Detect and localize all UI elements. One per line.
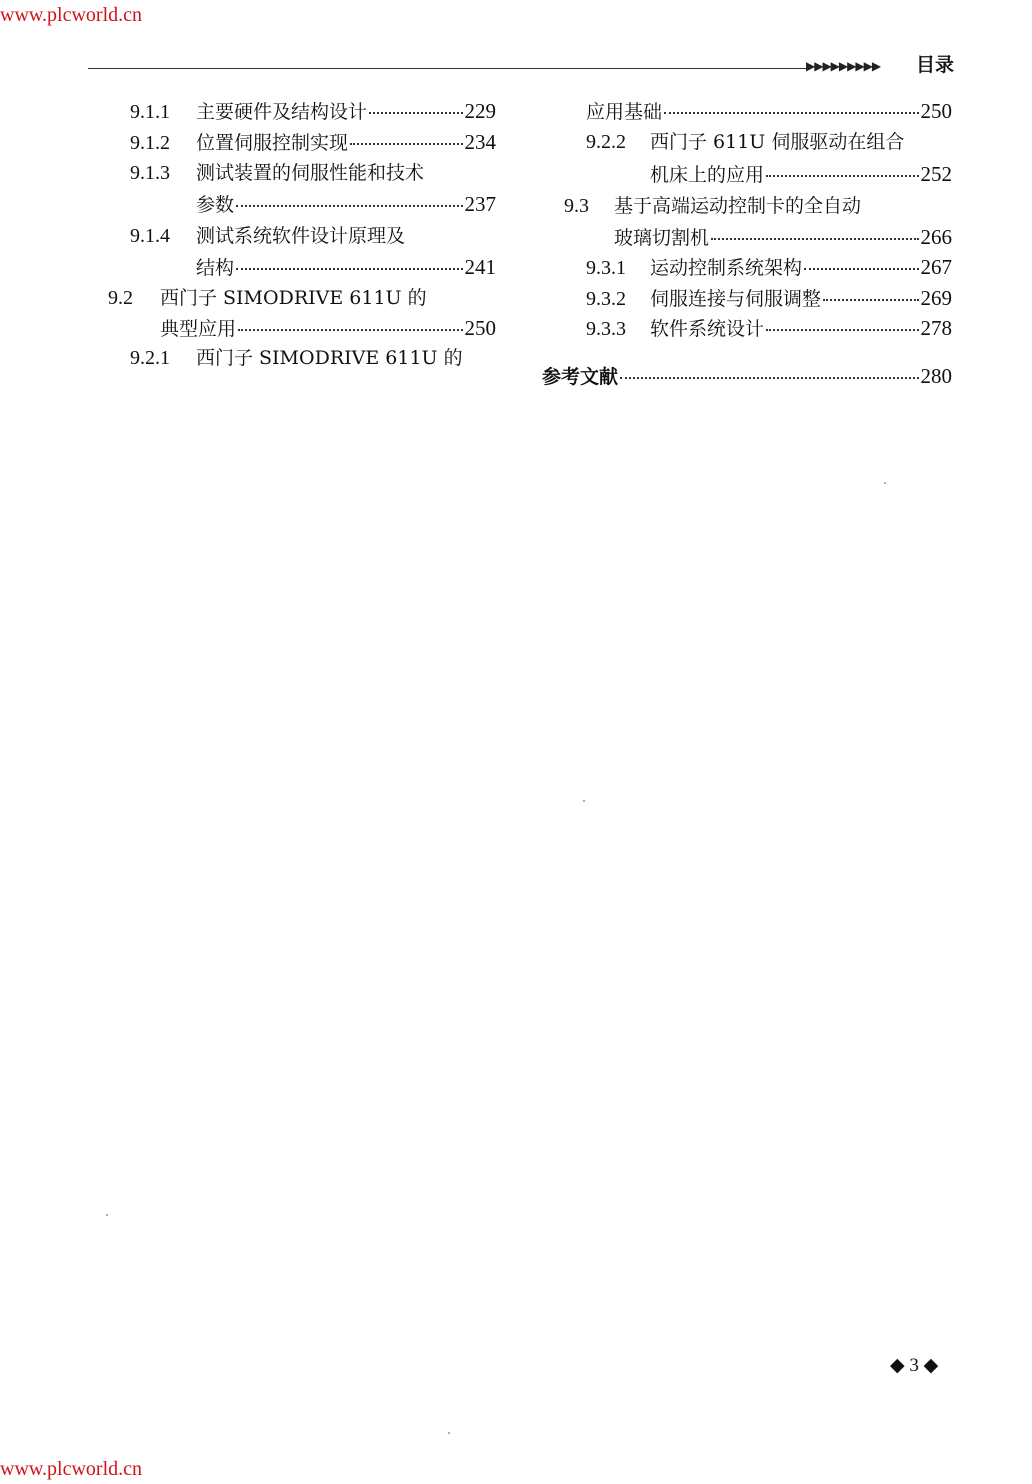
page-number: 237 (464, 192, 496, 216)
running-header-title: 目录 (916, 54, 955, 76)
toc-entry-9-3-2[interactable] (586, 288, 952, 309)
section-number: 9.3.2 (586, 288, 626, 310)
header-arrow-ornament: ▶▶▶▶▶▶▶▶▶ (806, 59, 881, 73)
page-number: 252 (920, 162, 952, 186)
page-number: 241 (464, 255, 496, 279)
toc-entry-references[interactable] (542, 366, 952, 387)
page-number: 250 (464, 316, 496, 340)
scan-speck (106, 1214, 108, 1216)
toc-entry-9-1-4-line2[interactable] (196, 257, 496, 278)
section-number: 9.1.4 (130, 225, 170, 247)
section-number: 9.1.1 (130, 101, 170, 123)
section-title: 软件系统设计 (650, 318, 765, 340)
section-title: 位置伺服控制实现 (196, 132, 349, 154)
section-number: 9.1.2 (130, 132, 170, 154)
scan-speck (884, 482, 886, 484)
toc-entry-9-1-1[interactable] (130, 101, 496, 122)
toc-entry-9-2-2-line1[interactable] (586, 132, 904, 152)
section-title: 主要硬件及结构设计 (196, 101, 368, 123)
page-number: 269 (920, 286, 952, 310)
toc-entry-9-3-1[interactable] (586, 257, 952, 278)
dot-leader (236, 205, 462, 207)
watermark-link-top[interactable]: www.plcworld.cn (0, 4, 143, 26)
toc-entry-9-2-line2[interactable] (160, 318, 496, 339)
dot-leader (238, 329, 462, 331)
section-number: 9.2.1 (130, 347, 170, 369)
toc-entry-9-2-line1[interactable] (108, 288, 427, 308)
toc-entry-9-3-3[interactable] (586, 318, 952, 339)
section-number: 9.3.1 (586, 257, 626, 279)
section-title-cont: 结构 (196, 257, 235, 279)
section-number: 9.3 (564, 195, 589, 217)
section-title-cont: 参数 (196, 194, 235, 216)
dot-leader (823, 299, 918, 301)
section-title-cont: 典型应用 (160, 318, 237, 340)
section-title: 西门子 SIMODRIVE 611U 的 (196, 347, 463, 369)
page-number: 278 (920, 316, 952, 340)
toc-entry-9-1-3-line2[interactable] (196, 194, 496, 215)
section-title: 测试系统软件设计原理及 (196, 225, 406, 247)
dot-leader (236, 268, 462, 270)
section-number: 9.1.3 (130, 162, 170, 184)
section-title: 西门子 611U 伺服驱动在组合 (650, 131, 905, 153)
dot-leader (664, 112, 918, 114)
dot-leader (620, 377, 918, 379)
toc-entry-9-3-line1[interactable] (564, 196, 861, 216)
section-number: 9.2.2 (586, 131, 626, 153)
section-title: 运动控制系统架构 (650, 257, 803, 279)
section-title: 伺服连接与伺服调整 (650, 288, 822, 310)
dot-leader (711, 238, 918, 240)
toc-entry-9-1-3-line1[interactable] (130, 163, 424, 183)
dot-leader (369, 112, 462, 114)
dot-leader (804, 268, 918, 270)
dot-leader (766, 175, 918, 177)
toc-entry-9-1-2[interactable] (130, 132, 496, 153)
section-title-cont: 应用基础 (586, 101, 663, 123)
watermark-link-bottom[interactable]: www.plcworld.cn (0, 1458, 143, 1480)
toc-entry-9-2-1-line1[interactable] (130, 348, 463, 368)
page-number: 250 (920, 99, 952, 123)
toc-entry-9-2-2-line2[interactable] (650, 164, 952, 185)
section-number: 9.2 (108, 287, 133, 309)
footer-page-number: ◆ 3 ◆ (890, 1355, 939, 1376)
section-number: 9.3.3 (586, 318, 626, 340)
dot-leader (766, 329, 918, 331)
toc-entry-9-2-1-line2[interactable] (586, 101, 952, 122)
dot-leader (350, 143, 462, 145)
section-title-cont: 玻璃切割机 (614, 227, 710, 249)
section-title-cont: 机床上的应用 (650, 164, 765, 186)
scan-speck (448, 1432, 450, 1434)
page-number: 267 (920, 255, 952, 279)
page-number: 280 (920, 364, 952, 388)
toc-entry-9-1-4-line1[interactable] (130, 226, 405, 246)
section-title: 基于高端运动控制卡的全自动 (614, 195, 862, 217)
section-title: 参考文献 (542, 366, 619, 388)
page-number: 234 (464, 130, 496, 154)
page-number: 266 (920, 225, 952, 249)
section-title: 西门子 SIMODRIVE 611U 的 (160, 287, 427, 309)
section-title: 测试装置的伺服性能和技术 (196, 162, 425, 184)
scan-speck (583, 800, 585, 802)
page-number: 229 (464, 99, 496, 123)
header-rule (88, 68, 808, 69)
toc-entry-9-3-line2[interactable] (614, 227, 952, 248)
